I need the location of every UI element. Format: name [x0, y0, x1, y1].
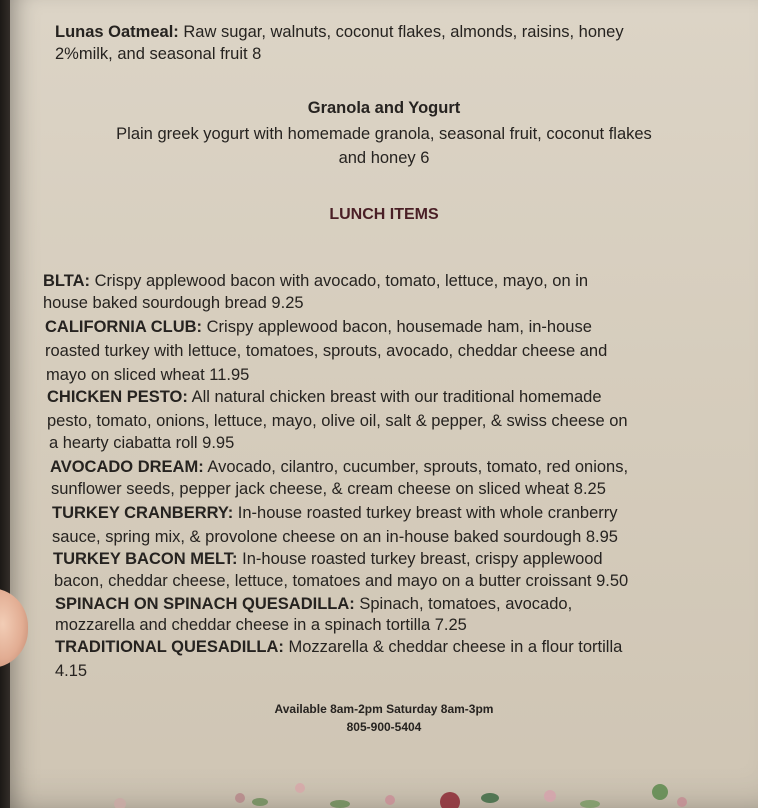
floral-border-decoration — [10, 778, 758, 808]
item-description-cont: sauce, spring mix, & provolone cheese on an in-house baked sourdough 8.95 — [52, 528, 618, 546]
item-description-cont: mayo on sliced wheat 11.95 — [46, 366, 250, 384]
phone-number: 805-900-5404 — [346, 720, 422, 734]
item-description-cont: sunflower seeds, pepper jack cheese, & cream cheese on sliced wheat 8.25 — [51, 480, 606, 498]
granola-description-cont: and honey 6 — [338, 149, 430, 167]
item-name: Lunas Oatmeal: — [55, 23, 179, 41]
menu-item-turkey-bacon-melt — [53, 548, 603, 571]
item-description-cont: bacon, cheddar cheese, lettuce, tomatoes and mayo on a butter croissant 9.50 — [54, 572, 629, 590]
item-description: Crispy applewood bacon, housemade ham, in-house — [206, 318, 592, 336]
item-description: Spinach, tomatoes, avocado, — [359, 595, 573, 613]
lunch-section-title: LUNCH ITEMS — [329, 206, 439, 223]
item-name: TRADITIONAL QUESADILLA: — [55, 638, 284, 656]
item-description-cont: pesto, tomato, onions, lettuce, mayo, olive oil, salt & pepper, & swiss cheese on — [47, 412, 628, 430]
granola-title: Granola and Yogurt — [307, 99, 461, 117]
item-description-cont: roasted turkey with lettuce, tomatoes, sprouts, avocado, cheddar cheese and — [45, 342, 608, 360]
granola-description: Plain greek yogurt with homemade granola, seasonal fruit, coconut flakes — [116, 125, 652, 143]
menu-item-traditional-quesadilla — [55, 636, 622, 659]
menu-page — [10, 0, 758, 808]
item-name: BLTA: — [43, 272, 91, 290]
item-description: Avocado, cilantro, cucumber, sprouts, tomato, red onions, — [207, 458, 629, 476]
item-description: All natural chicken breast with our traditional homemade — [191, 388, 602, 406]
menu-item-spinach-quesadilla — [55, 593, 572, 616]
item-description: Crispy applewood bacon with avocado, tomato, lettuce, mayo, on in — [94, 272, 589, 290]
item-description: In-house roasted turkey breast with whole cranberry — [237, 504, 618, 522]
item-name: CALIFORNIA CLUB: — [45, 318, 203, 336]
item-description-cont: house baked sourdough bread 9.25 — [43, 294, 304, 312]
menu-item-avocado-dream — [50, 456, 628, 479]
item-description-cont: mozzarella and cheddar cheese in a spinach tortilla 7.25 — [55, 616, 467, 634]
item-description: Raw sugar, walnuts, coconut flakes, almonds, raisins, honey — [183, 23, 624, 41]
item-name: AVOCADO DREAM: — [50, 458, 204, 476]
item-name: TURKEY CRANBERRY: — [52, 504, 234, 522]
item-description-cont: a hearty ciabatta roll 9.95 — [49, 434, 235, 452]
item-description: Mozzarella & cheddar cheese in a flour tortilla — [288, 638, 623, 656]
item-description-cont: 4.15 — [55, 662, 88, 680]
menu-item-blta — [43, 270, 588, 293]
hours-text: Available 8am-2pm Saturday 8am-3pm — [274, 702, 494, 716]
menu-item-california-club — [45, 316, 592, 339]
menu-item-turkey-cranberry — [52, 502, 617, 525]
item-description-cont: 2%milk, and seasonal fruit 8 — [55, 45, 262, 63]
item-description: In-house roasted turkey breast, crispy applewood — [242, 550, 603, 568]
item-name: TURKEY BACON MELT: — [53, 550, 238, 568]
item-name: SPINACH ON SPINACH QUESADILLA: — [55, 595, 355, 613]
item-name: CHICKEN PESTO: — [47, 388, 188, 406]
menu-item-chicken-pesto — [47, 386, 602, 409]
menu-item-oatmeal — [55, 21, 624, 44]
